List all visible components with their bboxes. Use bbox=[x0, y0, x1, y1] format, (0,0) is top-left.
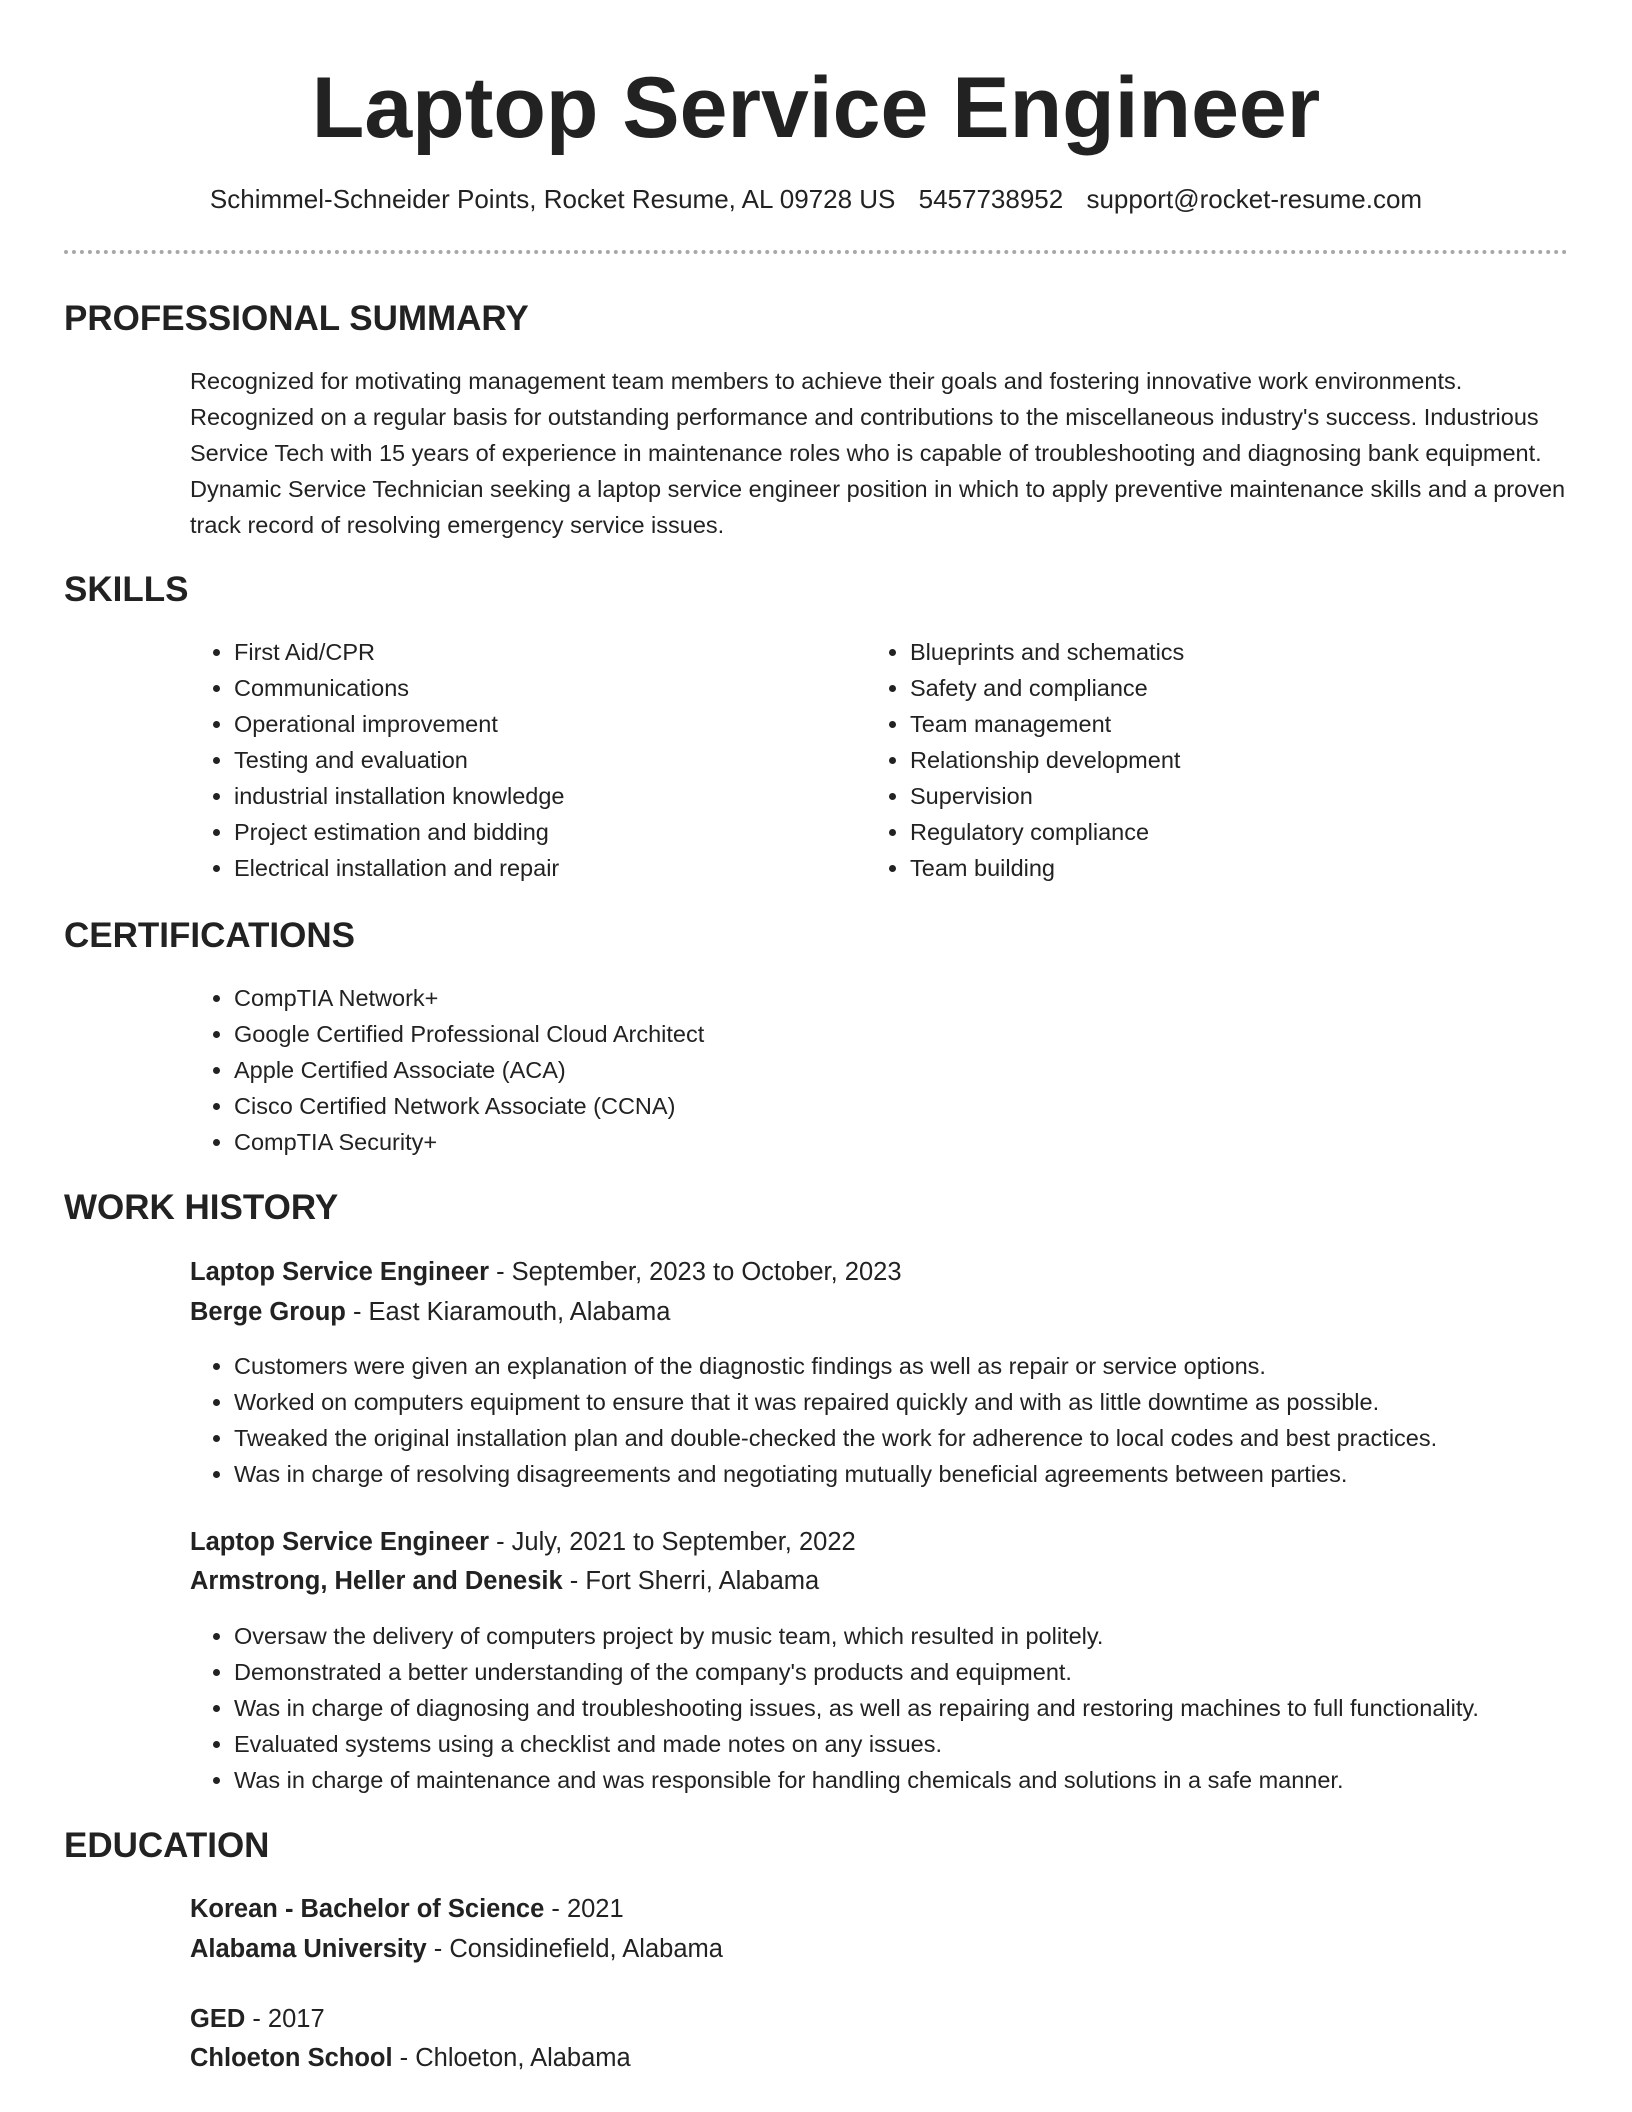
job-company-line bbox=[190, 1293, 1570, 1331]
job-company: Berge Group bbox=[190, 1298, 346, 1326]
summary-heading: PROFESSIONAL SUMMARY bbox=[64, 299, 529, 338]
list-item: • Cisco Certified Network Associate (CCNA) bbox=[234, 1088, 1534, 1124]
header-divider bbox=[64, 250, 1568, 254]
job-dates: - July, 2021 to September, 2022 bbox=[489, 1528, 856, 1556]
list-item: • Electrical installation and repair bbox=[234, 850, 854, 886]
job-bullets bbox=[190, 1618, 1632, 1798]
list-item: • Oversaw the delivery of computers project by music team, which resulted in politely. bbox=[234, 1618, 1632, 1654]
list-item: • Google Certified Professional Cloud Architect bbox=[234, 1016, 1534, 1052]
education-location: - Considinefield, Alabama bbox=[426, 1935, 723, 1963]
job-title-line bbox=[190, 1253, 1570, 1291]
education-school: Chloeton School bbox=[190, 2044, 393, 2072]
contact-line bbox=[64, 182, 1568, 216]
list-item: • Relationship development bbox=[910, 742, 1530, 778]
job-bullets bbox=[190, 1348, 1632, 1492]
certifications-list bbox=[190, 980, 1534, 1160]
list-item: • Demonstrated a better understanding of the company's products and equipment. bbox=[234, 1654, 1632, 1690]
list-item: • Team management bbox=[910, 706, 1530, 742]
certifications-heading: CERTIFICATIONS bbox=[64, 916, 356, 955]
skills-list-right bbox=[866, 634, 1530, 886]
education-year: - 2021 bbox=[544, 1895, 624, 1923]
list-item: • Communications bbox=[234, 670, 854, 706]
list-item: • Worked on computers equipment to ensure that it was repaired quickly and with as little downtime as possible. bbox=[234, 1384, 1632, 1420]
job-role: Laptop Service Engineer bbox=[190, 1258, 490, 1286]
skills-heading: SKILLS bbox=[64, 570, 189, 609]
resume-title: Laptop Service Engineer bbox=[311, 60, 1321, 156]
skills-list-left bbox=[190, 634, 854, 886]
job-company: Armstrong, Heller and Denesik bbox=[190, 1567, 563, 1595]
education-location: - Chloeton, Alabama bbox=[392, 2044, 631, 2072]
list-item: • Team building bbox=[910, 850, 1530, 886]
list-item: • Was in charge of resolving disagreements and negotiating mutually beneficial agreements between parties. bbox=[234, 1456, 1632, 1492]
list-item: • First Aid/CPR bbox=[234, 634, 854, 670]
list-item: • Project estimation and bidding bbox=[234, 814, 854, 850]
list-item: • Tweaked the original installation plan and double-checked the work for adherence to local codes and best practices. bbox=[234, 1420, 1632, 1456]
summary-text: Recognized for motivating management team members to achieve their goals and fostering innovative work environments. Recognized on a regular basis for outstanding performance and contributions to the miscellaneous industry's success. Industrious Service Tech with 15 years of experience in maintenance roles who is capable of troubleshooting and diagnosing bank equipment. Dynamic Service Technician seeking a laptop service engineer position in which to apply preventive maintenance skills and a proven track record of resolving emergency service issues. bbox=[190, 368, 1566, 538]
list-item: • Testing and evaluation bbox=[234, 742, 854, 778]
list-item: • Operational improvement bbox=[234, 706, 854, 742]
list-item: • Supervision bbox=[910, 778, 1530, 814]
education-year: - 2017 bbox=[245, 2005, 325, 2033]
job-location: - Fort Sherri, Alabama bbox=[562, 1567, 820, 1595]
education-degree-line bbox=[190, 2000, 1570, 2038]
list-item: • CompTIA Security+ bbox=[234, 1124, 1534, 1160]
list-item: • Customers were given an explanation of the diagnostic findings as well as repair or service options. bbox=[234, 1348, 1632, 1384]
list-item: • CompTIA Network+ bbox=[234, 980, 1534, 1016]
list-item: • Apple Certified Associate (ACA) bbox=[234, 1052, 1534, 1088]
list-item: • Safety and compliance bbox=[910, 670, 1530, 706]
education-school: Alabama University bbox=[190, 1935, 427, 1963]
education-school-line bbox=[190, 2039, 1570, 2077]
education-degree: Korean - Bachelor of Science bbox=[190, 1895, 545, 1923]
contact-phone: 5457738952 bbox=[918, 184, 1064, 214]
job-role: Laptop Service Engineer bbox=[190, 1528, 490, 1556]
education-degree: GED bbox=[190, 2005, 246, 2033]
list-item: • Was in charge of diagnosing and troubleshooting issues, as well as repairing and restoring machines to full functionality. bbox=[234, 1690, 1632, 1726]
list-item: • Was in charge of maintenance and was responsible for handling chemicals and solutions in a safe manner. bbox=[234, 1762, 1632, 1798]
job-location: - East Kiaramouth, Alabama bbox=[345, 1298, 671, 1326]
education-heading: EDUCATION bbox=[64, 1826, 270, 1865]
contact-address: Schimmel-Schneider Points, Rocket Resume, AL 09728 US bbox=[209, 184, 896, 214]
contact-email: support@rocket-resume.com bbox=[1086, 184, 1423, 214]
job-company-line bbox=[190, 1562, 1570, 1600]
education-degree-line bbox=[190, 1890, 1570, 1928]
list-item: • Blueprints and schematics bbox=[910, 634, 1530, 670]
list-item: • Evaluated systems using a checklist and made notes on any issues. bbox=[234, 1726, 1632, 1762]
list-item: • Regulatory compliance bbox=[910, 814, 1530, 850]
education-school-line bbox=[190, 1930, 1570, 1968]
job-dates: - September, 2023 to October, 2023 bbox=[489, 1258, 902, 1286]
list-item: • industrial installation knowledge bbox=[234, 778, 854, 814]
job-title-line bbox=[190, 1523, 1570, 1561]
work-history-heading: WORK HISTORY bbox=[64, 1188, 339, 1227]
